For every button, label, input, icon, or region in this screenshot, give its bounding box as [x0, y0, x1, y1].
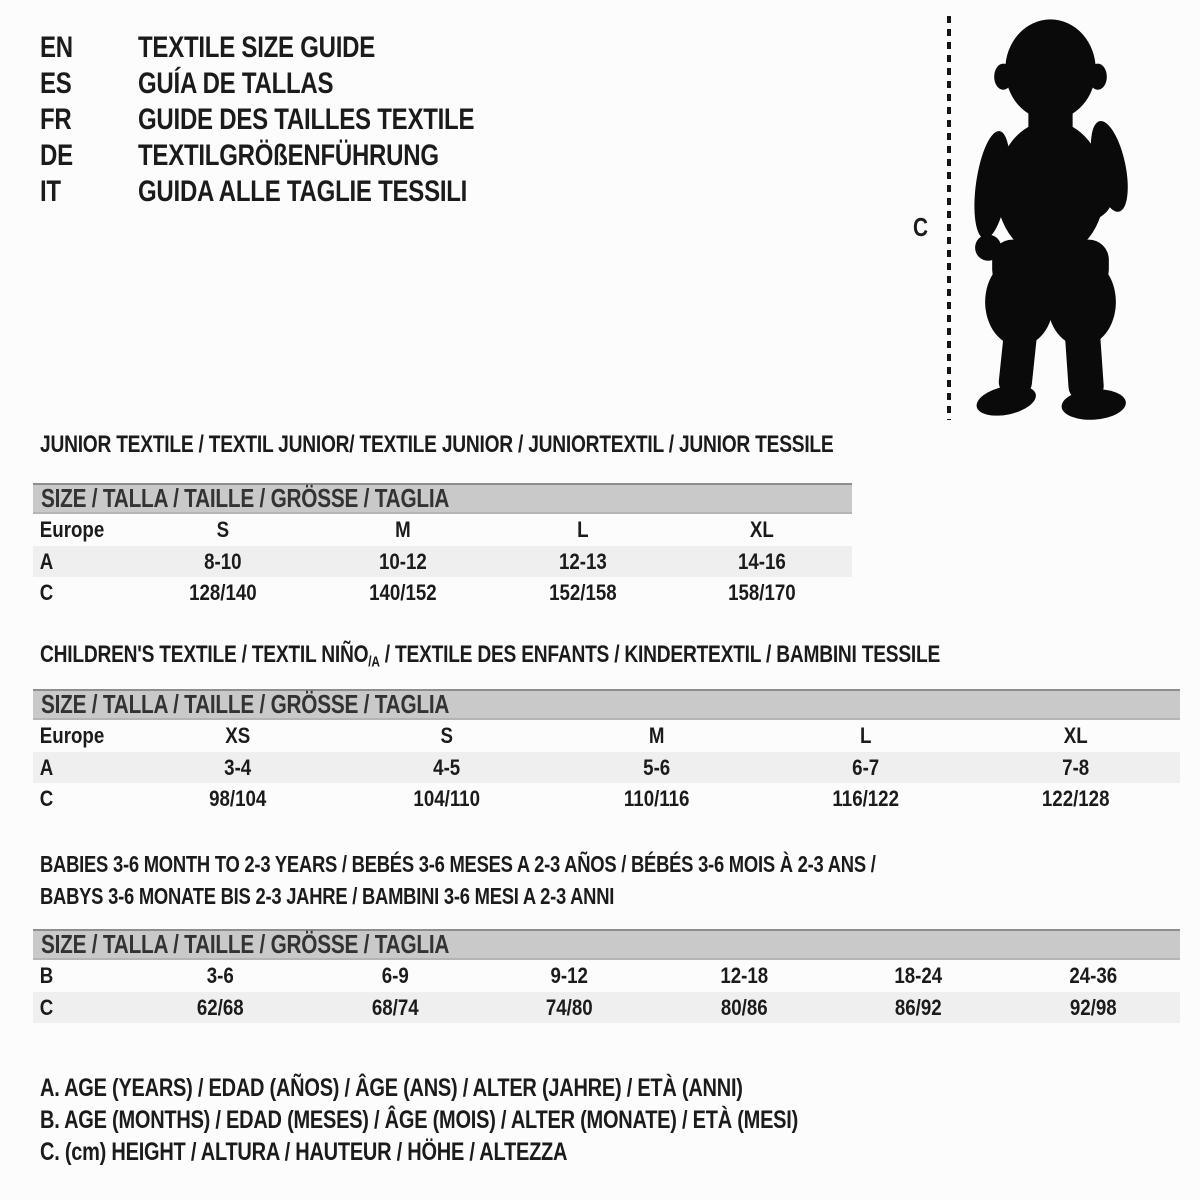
legend-line-c	[40, 1136, 988, 1168]
age-cell: 3-4	[224, 754, 252, 780]
size-band-text: SIZE / TALLA / TAILLE / GRÖSSE / TAGLIA	[41, 929, 450, 959]
lang-title-de: TEXTILGRÖßENFÜHRUNG	[138, 139, 439, 172]
age-cell: 10-12	[378, 548, 427, 574]
size-header-cell: L	[576, 517, 589, 542]
babies-section-heading-line2	[40, 883, 758, 910]
children-heading-text: CHILDREN'S TEXTILE / TEXTIL $NIÑO_{/A}$ / TEXTILE DES ENFANTS / KINDERTEXTIL / BAMBINI TESSILE	[40, 641, 941, 671]
babies-heading-text-line2: BABYS 3-6 MONATE BIS 2-3 JAHRE / BAMBINI 3-6 MESI A 2-3 ANNI	[40, 883, 615, 909]
region-label: Europe	[39, 723, 105, 748]
lang-title-it: GUIDA ALLE TAGLIE TESSILI	[138, 175, 468, 208]
height-row	[33, 577, 852, 609]
height-cell: 104/110	[413, 786, 481, 811]
lang-code-fr: FR	[40, 103, 72, 136]
months-cell: 6-9	[381, 963, 409, 988]
size-header-cell: L	[860, 723, 872, 748]
region-label: Europe	[39, 517, 105, 542]
lang-row-fr	[40, 102, 558, 138]
legend-text-a: A. AGE (YEARS) / EDAD (AÑOS) / ÂGE (ANS) / ALTER (JAHRE) / ETÀ (ANNI)	[40, 1074, 743, 1102]
row-label: C	[39, 786, 54, 811]
lang-row-it	[40, 174, 558, 210]
age-cell: 5-6	[642, 754, 671, 780]
age-row	[33, 752, 1180, 783]
height-measure-label: C	[913, 212, 928, 242]
language-title-list	[40, 30, 558, 210]
height-measure-dashed-line	[947, 16, 951, 420]
lang-code-it: IT	[40, 175, 61, 208]
children-section-heading	[40, 641, 1165, 670]
legend-text-b: B. AGE (MONTHS) / EDAD (MESES) / ÂGE (MOIS) / ALTER (MONATE) / ETÀ (MESI)	[40, 1106, 799, 1134]
height-cell: 74/80	[545, 994, 593, 1020]
size-band	[33, 929, 1180, 960]
size-header-cell: XS	[225, 723, 251, 748]
age-cell: 12-13	[558, 548, 607, 574]
months-cell: 12-18	[719, 963, 768, 988]
size-band-text: SIZE / TALLA / TAILLE / GRÖSSE / TAGLIA	[41, 483, 450, 513]
lang-row-es	[40, 66, 558, 102]
height-cell: 68/74	[371, 994, 419, 1020]
age-row	[33, 546, 852, 577]
lang-code-es: ES	[40, 67, 72, 100]
lang-code-de: DE	[40, 139, 73, 172]
size-header-cell: XL	[750, 517, 775, 542]
junior-size-table	[33, 483, 852, 609]
size-header-cell: S	[440, 723, 454, 748]
lang-row-de	[40, 138, 558, 174]
size-header-cell: XL	[1063, 723, 1088, 748]
age-cell: 14-16	[738, 548, 787, 574]
junior-section-heading	[40, 431, 1032, 459]
junior-heading-text: JUNIOR TEXTILE / TEXTIL JUNIOR/ TEXTILE JUNIOR / JUNIORTEXTIL / JUNIOR TESSILE	[40, 431, 834, 458]
height-row	[33, 992, 1180, 1023]
age-cell: 8-10	[204, 548, 242, 574]
lang-row-en	[40, 30, 558, 66]
table-header-row	[33, 720, 1180, 752]
legend-text-c: C. (cm) HEIGHT / ALTURA / HAUTEUR / HÖHE / ALTEZZA	[40, 1138, 568, 1166]
height-cell: 152/158	[548, 580, 617, 605]
heading-subscript: /A	[368, 654, 380, 671]
lang-title-fr: GUIDE DES TAILLES TEXTILE	[138, 103, 475, 136]
children-size-table	[33, 689, 1180, 815]
height-cell: 98/104	[209, 786, 267, 811]
babies-section-heading-line1	[40, 851, 1085, 878]
lang-code-en: EN	[40, 31, 73, 64]
legend-line-a	[40, 1072, 988, 1104]
size-band-text: SIZE / TALLA / TAILLE / GRÖSSE / TAGLIA	[41, 689, 450, 719]
age-cell: 7-8	[1061, 754, 1089, 780]
months-cell: 18-24	[894, 963, 943, 988]
months-cell: 3-6	[206, 963, 234, 988]
size-header-cell: M	[394, 517, 411, 542]
lang-title-en: TEXTILE SIZE GUIDE	[138, 31, 376, 64]
months-cell: 24-36	[1068, 963, 1117, 988]
row-label: B	[39, 963, 54, 988]
height-row	[33, 783, 1180, 815]
height-cell: 116/122	[832, 786, 900, 811]
height-cell: 62/68	[196, 994, 244, 1020]
age-cell: 4-5	[433, 754, 461, 780]
months-cell: 9-12	[550, 963, 588, 988]
row-label: A	[39, 754, 54, 780]
size-header-cell: S	[216, 517, 230, 542]
row-label: C	[39, 994, 54, 1020]
toddler-silhouette-image	[962, 12, 1138, 420]
babies-heading-text-line1: BABIES 3-6 MONTH TO 2-3 YEARS / BEBÉS 3-6 MESES A 2-3 AÑOS / BÉBÉS 3-6 MOIS À 2-3 ANS /	[40, 851, 876, 877]
lang-title-es: GUÍA DE TALLAS	[138, 67, 334, 100]
months-row	[33, 960, 1180, 992]
height-cell: 92/98	[1069, 994, 1117, 1020]
table-header-row	[33, 514, 852, 546]
row-label: C	[39, 580, 54, 605]
legend-line-b	[40, 1104, 988, 1136]
height-cell: 140/152	[368, 580, 437, 605]
legend	[40, 1072, 988, 1168]
height-cell: 86/92	[894, 994, 942, 1020]
size-header-cell: M	[648, 723, 665, 748]
size-band	[33, 483, 852, 514]
height-cell: 122/128	[1041, 786, 1110, 811]
height-cell: 128/140	[189, 580, 257, 605]
height-cell: 110/116	[623, 786, 690, 811]
age-cell: 6-7	[852, 754, 880, 780]
row-label: A	[39, 548, 54, 574]
babies-size-table	[33, 929, 1180, 1023]
height-cell: 158/170	[728, 580, 796, 605]
height-cell: 80/86	[720, 994, 768, 1020]
size-band	[33, 689, 1180, 720]
